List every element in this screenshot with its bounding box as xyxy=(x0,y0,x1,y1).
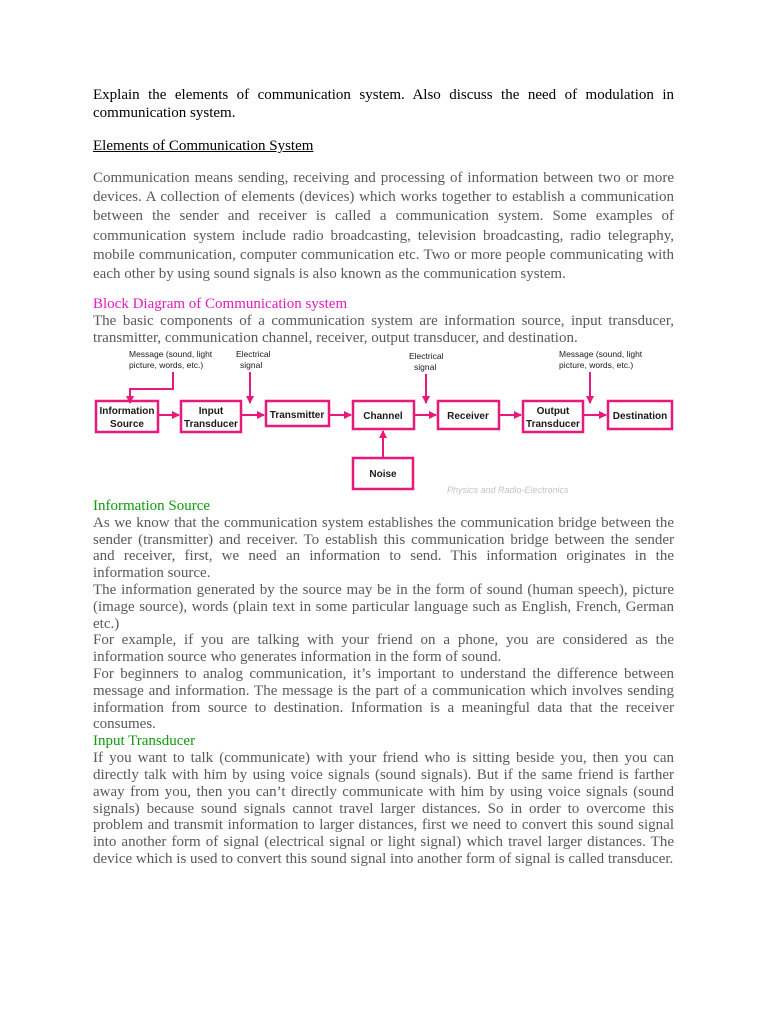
block-info-source-line1: Information xyxy=(99,405,155,417)
block-channel-label: Channel xyxy=(363,410,403,422)
info-source-p2: The information generated by the source may be in the form of sound (human speech), picture (image source), words (plain text in some particular language such as English, French, German etc.) xyxy=(93,582,674,632)
arrow-message-in xyxy=(130,372,173,403)
watermark: Physics and Radio-Electronics xyxy=(447,484,569,495)
label-message-in-1: Message (sound, light xyxy=(129,348,213,359)
block-diagram xyxy=(93,347,674,497)
block-receiver-label: Receiver xyxy=(447,410,489,422)
block-input-transducer-line2: Transducer xyxy=(184,418,238,430)
block-destination-label: Destination xyxy=(612,410,668,422)
label-message-in-2: picture, words, etc.) xyxy=(129,359,204,370)
input-transducer-p1: If you want to talk (communicate) with your friend who is sitting beside you, then you can directly talk with him by using voice signals (sound signals). But if the same friend is farther away from you, then you can’t directly communicate with him by using voice signals (sound signals) because sound signals cannot travel larger distances. So in order to overcome this problem and transmit information to larger distances, first we need to convert this sound signal into another form of signal (electrical signal or light signal) which travel larger distances. The device which is used to convert this sound signal into another form of signal is called transducer. xyxy=(93,750,674,867)
label-electrical-in-2: signal xyxy=(240,359,263,370)
input-transducer-title: Input Transducer xyxy=(93,733,196,750)
block-input-transducer-line1: Input xyxy=(198,405,224,417)
label-message-out-2: picture, words, etc.) xyxy=(559,359,634,370)
info-source-p1: As we know that the communication system establishes the communication bridge between the sender (transmitter) and receiver. To establish this communication bridge between the sender and receiver, first, we need an information to send. This information originates in the information source. xyxy=(93,514,674,582)
info-source-p4: For beginners to analog communication, it’s important to understand the difference between message and information. The message is the part of a communication which involves sending information from source to destination. Information is a meaningful data that the receiver consumes. xyxy=(93,665,674,733)
document-page xyxy=(93,86,674,868)
block-diagram-text: The basic components of a communication system are information source, input transducer, transmitter, communication channel, receiver, output transducer, and destination. xyxy=(93,313,674,347)
block-transmitter-label: Transmitter xyxy=(269,409,325,421)
intro-paragraph: Communication means sending, receiving and processing of information between two or more devices. A collection of elements (devices) which works together to establish a communication between the sender and receiver is called a communication system. Some examples of communication system include radio broadcasting, television broadcasting, radio telegraphy, mobile communication, computer communication etc. Two or more people communicating with each other by using sound signals is also known as the communication system. xyxy=(93,170,674,283)
label-message-out-1: Message (sound, light xyxy=(559,348,643,359)
block-info-source-line2: Source xyxy=(110,418,144,430)
block-noise-label: Noise xyxy=(369,468,397,480)
block-diagram-title: Block Diagram of Communication system xyxy=(93,296,348,313)
info-source-p3: For example, if you are talking with your friend on a phone, you are considered as the information source who generates information in the form of sound. xyxy=(93,632,674,666)
label-electrical-in-1: Electrical xyxy=(236,348,271,359)
section-heading: Elements of Communication System xyxy=(93,138,314,154)
info-source-title: Information Source xyxy=(93,497,211,514)
block-output-transducer-line1: Output xyxy=(536,405,570,417)
label-electrical-out-2: signal xyxy=(414,361,437,372)
block-diagram-svg xyxy=(93,347,674,497)
label-electrical-out-1: Electrical xyxy=(409,350,444,361)
block-output-transducer-line2: Transducer xyxy=(526,418,580,430)
question-text: Explain the elements of communication system. Also discuss the need of modulation in communication system. xyxy=(93,87,674,121)
